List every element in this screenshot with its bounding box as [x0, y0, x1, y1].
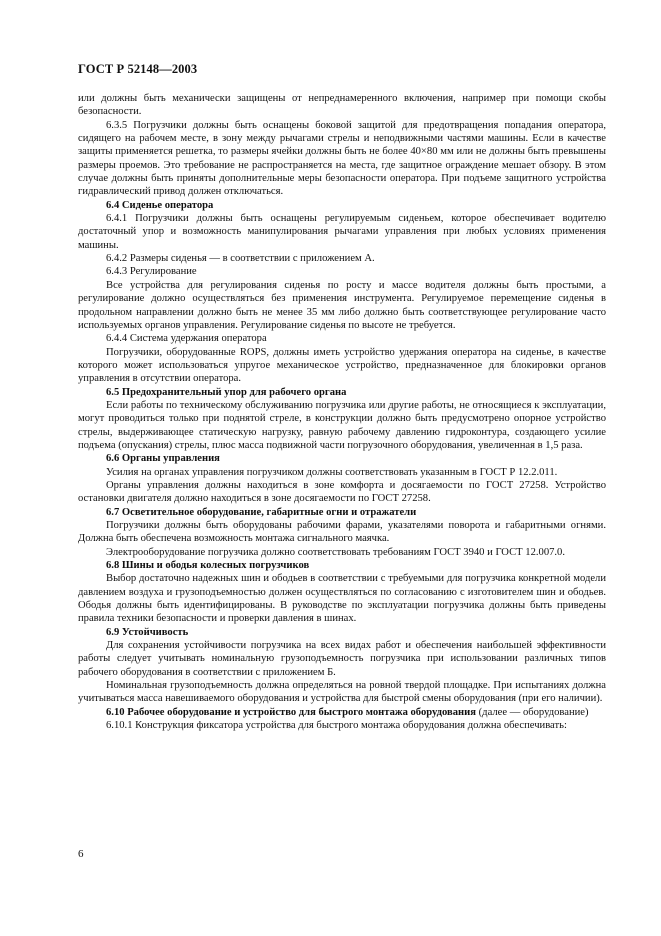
page-number: 6	[78, 848, 84, 860]
body-paragraph: 6.10.1 Конструкция фиксатора устройства для быстрого монтажа оборудования должна обеспечивать:	[106, 720, 567, 732]
body-paragraph: Все устройства для регулирования сиденья по росту и массе водителя должны быть простыми, а регулирование должно осуществляться без применения инструмента. Регулируемое перемещение сиденья в продольном направлении должно быть не менее 35 мм либо должно быть соответствующее регулирование часто используемых органов управления. Регулирование сиденья по высоте не требуется.	[78, 279, 606, 331]
body-paragraph: Усилия на органах управления погрузчиком должны соответствовать указанным в ГОСТ Р 12.2.011.	[106, 466, 558, 478]
body-paragraph: Для сохранения устойчивости погрузчика на всех видах работ и обеспечения наибольшей эффективности работы следует учитывать номинальную грузоподъемность погрузчика при использовании различных типов рабочего оборудования в соответствии с приложением Б.	[78, 640, 606, 678]
body-paragraph: Выбор достаточно надежных шин и ободьев в соответствии с требуемыми для погрузчика конкретной модели давлением воздуха и грузоподъемностью должен осуществляться по согласованию с изготовителем шин и ободьев. Ободья должны быть идентифицированы. В руководстве по эксплуатации погрузчика должны быть приведены правила техники безопасности и проверки давления в шинах.	[78, 573, 606, 625]
body-paragraph: 6.4.2 Размеры сиденья — в соответствии с приложением А.	[106, 253, 375, 265]
body-paragraph: 6.4.1 Погрузчики должны быть оснащены регулируемым сиденьем, которое обеспечивает водителю достаточный упор и возможность манипулирования рычагами управления при любых условиях применения машины.	[78, 213, 606, 251]
body-paragraph: Электрооборудование погрузчика должно соответствовать требованиям ГОСТ 3940 и ГОСТ 12.007.0.	[106, 546, 566, 558]
section-heading: 6.5 Предохранительный упор для рабочего органа	[106, 386, 347, 398]
section-heading	[78, 706, 606, 719]
body-paragraph: Погрузчики должны быть оборудованы рабочими фарами, указателями поворота и габаритными огнями. Должна быть обеспечена возможность монтажа сигнального маячка.	[78, 520, 606, 545]
section-heading: 6.8 Шины и ободья колесных погрузчиков	[106, 560, 310, 572]
body-paragraph: 6.3.5 Погрузчики должны быть оснащены боковой защитой для предотвращения попадания оператора, сидящего на рабочем месте, в зону между рычагами стрелы и неподвижными частями машины. Если в качестве защиты применяется решетка, то размеры ячейки должны быть не более 40×80 мм или не должны быть превышены размеры проемов. Это требование не распространяется на места, где защитное ограждение мешает обзору. В этом случае должны быть приняты дополнительные меры безопасности оператора. При подъеме защитного устройства гидравлический привод должен отключаться.	[78, 119, 606, 198]
body-paragraph: 6.4.4 Система удержания оператора	[106, 333, 267, 345]
body-paragraph: 6.4.3 Регулирование	[106, 266, 197, 278]
section-heading: 6.7 Осветительное оборудование, габаритные огни и отражатели	[106, 506, 417, 518]
section-heading: 6.4 Сиденье оператора	[106, 199, 214, 211]
body-paragraph: или должны быть механически защищены от непреднамеренного включения, например при помощи скобы безопасности.	[78, 93, 606, 118]
body-paragraph: Номинальная грузоподъемность должна определяться на ровной твердой площадке. При испытаниях должна учитываться масса навешиваемого оборудования и устройства для быстрой смены оборудования (при его наличии).	[78, 680, 606, 705]
document-header: ГОСТ Р 52148—2003	[78, 62, 198, 76]
section-heading: 6.9 Устойчивость	[106, 626, 189, 638]
section-heading: 6.6 Органы управления	[106, 453, 220, 465]
body-paragraph: Если работы по техническому обслуживанию погрузчика или другие работы, не относящиеся к эксплуатации, могут проводиться только при поднятой стреле, в конструкции должно быть предусмотрено опорное устройство стрелы, выдерживающее статическую нагрузку, равную рабочему давлению гидроконтура, создающего усилие подъема (опускания) стрелы, плюс масса подвижной части погрузочного оборудования, увеличенная в 1,5 раза.	[78, 399, 606, 451]
section-heading-title: 6.10 Рабочее оборудование и устройство для быстрого монтажа оборудования	[106, 706, 476, 718]
document-body	[78, 92, 606, 733]
body-paragraph: Органы управления должны находиться в зоне комфорта и досягаемости по ГОСТ 27258. Устройство остановки двигателя должно находиться в зоне досягаемости по ГОСТ 27258.	[78, 479, 606, 505]
body-paragraph: Погрузчики, оборудованные ROPS, должны иметь устройство удержания оператора на сиденье, в качестве которого может использоваться упругое механическое устройство, предназначенное для блокировки органов управления в отсутствии оператора.	[78, 346, 606, 385]
section-heading-note: (далее — оборудование)	[476, 706, 589, 718]
